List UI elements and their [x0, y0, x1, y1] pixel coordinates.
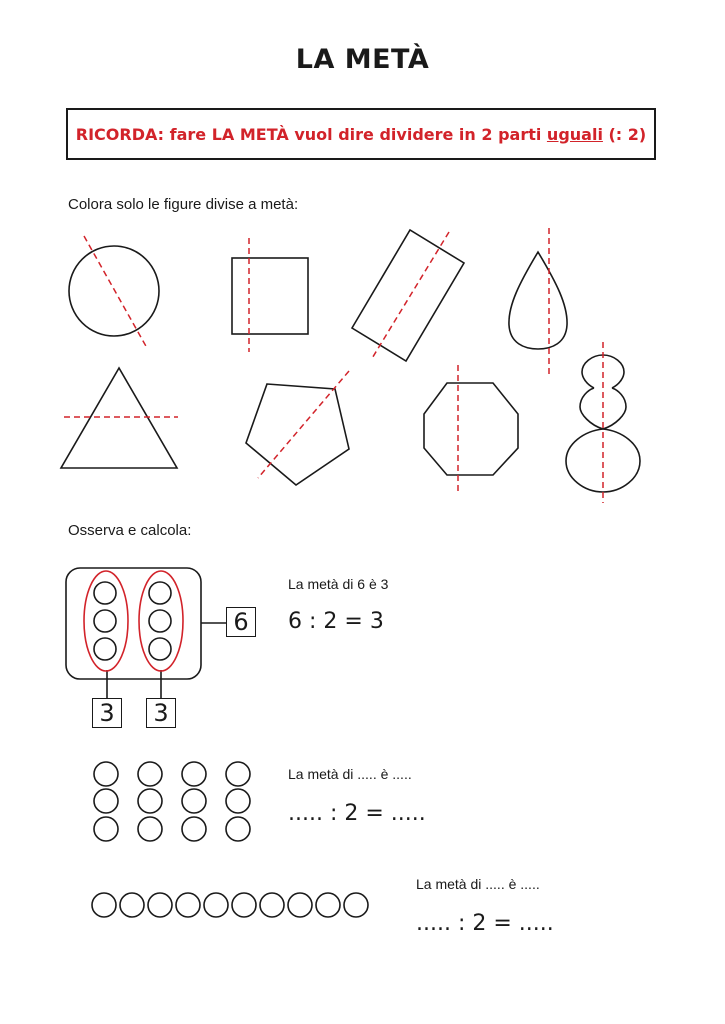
- half-group-right: [139, 571, 183, 671]
- counter: [94, 610, 116, 632]
- exercise2-counters: [92, 893, 368, 917]
- example-frame: [66, 568, 201, 679]
- exercise1-equation[interactable]: ..... : 2 = .....: [288, 801, 426, 826]
- rectangle-cut-line: [371, 232, 449, 360]
- reminder-suffix: (: 2): [602, 124, 647, 144]
- counter[interactable]: [288, 893, 312, 917]
- section1-instruction: Colora solo le figure divise a metà:: [68, 196, 299, 213]
- counter[interactable]: [226, 817, 250, 841]
- half-box-left: 3: [92, 698, 122, 728]
- exercise2-equation[interactable]: ..... : 2 = .....: [416, 911, 554, 936]
- triangle-shape[interactable]: [61, 368, 177, 468]
- rectangle-shape[interactable]: [352, 230, 464, 361]
- counter[interactable]: [226, 762, 250, 786]
- counter[interactable]: [344, 893, 368, 917]
- counter[interactable]: [138, 789, 162, 813]
- reminder-underlined-word: uguali: [546, 124, 603, 144]
- half-box-right: 3: [146, 698, 176, 728]
- counter[interactable]: [316, 893, 340, 917]
- circle-shape[interactable]: [69, 246, 159, 336]
- counter: [149, 582, 171, 604]
- counter[interactable]: [94, 762, 118, 786]
- exercise1-counters: [94, 762, 250, 841]
- counter: [149, 638, 171, 660]
- square-shape[interactable]: [232, 258, 308, 334]
- counter[interactable]: [182, 762, 206, 786]
- total-box: 6: [226, 607, 256, 637]
- example-equation: 6 : 2 = 3: [288, 609, 384, 634]
- counter: [94, 582, 116, 604]
- page-title: LA METÀ: [295, 44, 430, 75]
- counter[interactable]: [260, 893, 284, 917]
- pentagon-shape[interactable]: [246, 384, 349, 485]
- counter[interactable]: [226, 789, 250, 813]
- section2-instruction: Osserva e calcola:: [68, 522, 192, 539]
- reminder-prefix: RICORDA: fare LA METÀ vuol dire dividere in 2 parti: [75, 124, 547, 144]
- octagon-shape[interactable]: [424, 383, 518, 475]
- counter[interactable]: [138, 817, 162, 841]
- counter[interactable]: [94, 789, 118, 813]
- counter: [94, 638, 116, 660]
- counter[interactable]: [94, 817, 118, 841]
- half-group-left: [84, 571, 128, 671]
- counter[interactable]: [182, 789, 206, 813]
- counter[interactable]: [176, 893, 200, 917]
- counter[interactable]: [92, 893, 116, 917]
- counter: [149, 610, 171, 632]
- counter[interactable]: [204, 893, 228, 917]
- counter[interactable]: [148, 893, 172, 917]
- counter[interactable]: [138, 762, 162, 786]
- exercise2-sentence[interactable]: La metà di ..... è .....: [416, 876, 540, 892]
- example-sentence: La metà di 6 è 3: [288, 576, 389, 592]
- counter[interactable]: [182, 817, 206, 841]
- counter[interactable]: [232, 893, 256, 917]
- counter[interactable]: [120, 893, 144, 917]
- exercise1-sentence[interactable]: La metà di ..... è .....: [288, 766, 412, 782]
- drop-shape[interactable]: [509, 252, 567, 349]
